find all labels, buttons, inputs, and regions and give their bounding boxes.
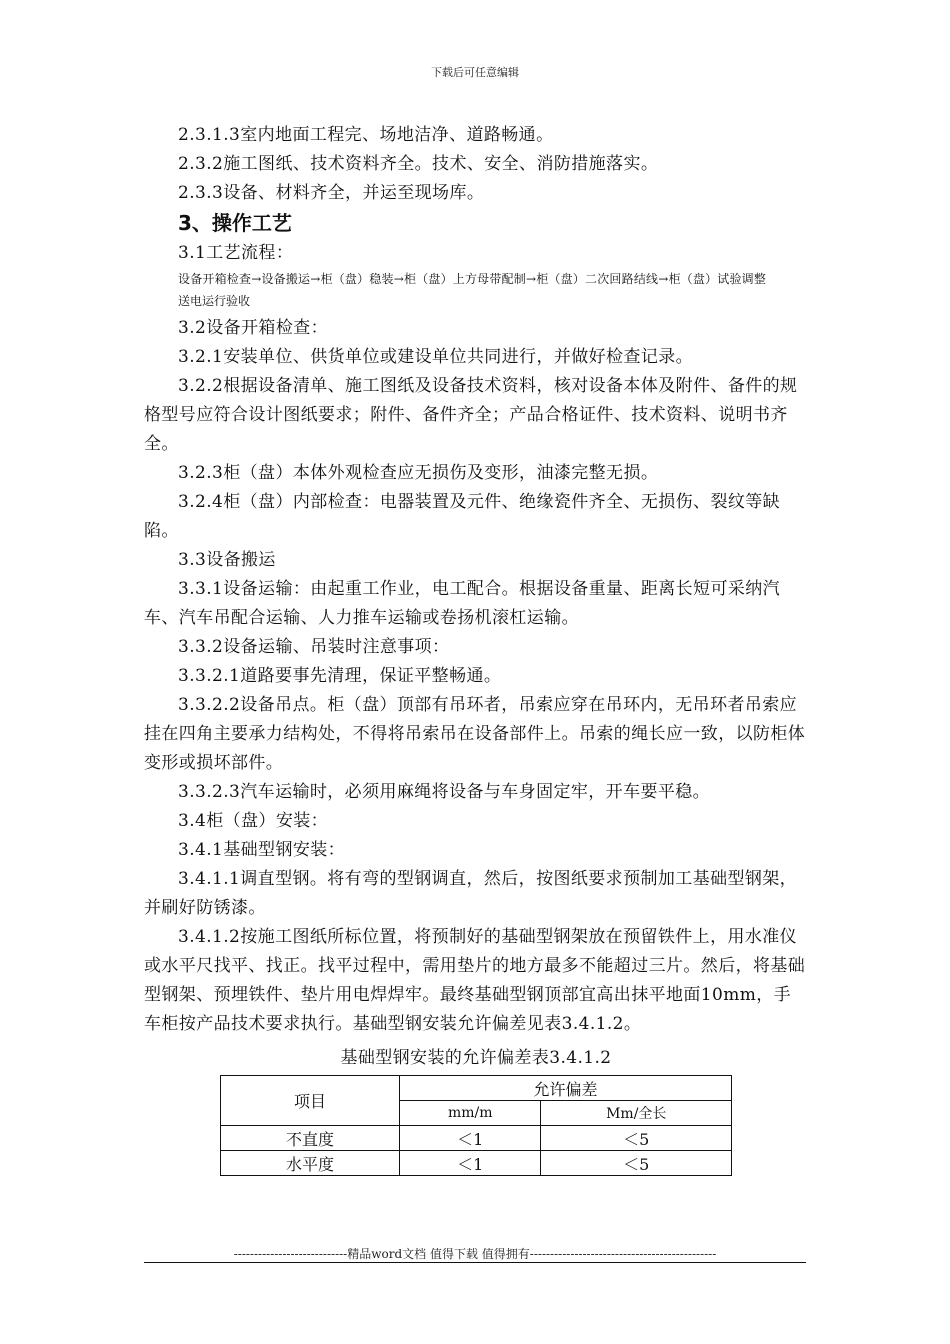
header-mm-full-length: Mm/全长 (541, 1101, 732, 1126)
paragraph: 3.4.1基础型钢安装： (178, 840, 346, 860)
paragraph: 3.3.1设备运输：由起重工作业，电工配合。根据设备重量、距离长短可采纳汽车、汽车吊配合运输、人力推车运输或卷扬机滚杠运输。 (144, 579, 781, 628)
row-item: 不直度 (221, 1126, 400, 1151)
paragraph: 3.2.3柜（盘）本体外观检查应无损伤及变形，油漆完整无损。 (178, 463, 659, 483)
row-value-a: ＜1 (400, 1151, 541, 1176)
section-heading: 3、操作工艺 (178, 211, 292, 235)
header-item: 项目 (221, 1076, 400, 1126)
tolerance-table (220, 1075, 732, 1176)
paragraph: 3.3设备搬运 (178, 550, 276, 570)
paragraph: 3.3.2.1道路要事先清理，保证平整畅通。 (178, 666, 502, 686)
table-row (221, 1126, 732, 1151)
header-group: 允许偏差 (400, 1076, 732, 1101)
table-caption: 基础型钢安装的允许偏差表3.4.1.2 (340, 1048, 612, 1068)
table-header-row (221, 1076, 732, 1101)
document-body (144, 121, 808, 1176)
paragraph: 3.2.2根据设备清单、施工图纸及设备技术资料，核对设备本体及附件、备件的规格型号应符合设计图纸要求；附件、备件齐全；产品合格证件、技术资料、说明书齐全。 (144, 376, 798, 454)
paragraph: 2.3.3设备、材料齐全，并运至现场库。 (178, 183, 485, 203)
row-value-b: ＜5 (541, 1151, 732, 1176)
paragraph: 3.3.2.3汽车运输时，必须用麻绳将设备与车身固定牢，开车要平稳。 (178, 782, 711, 802)
row-value-b: ＜5 (541, 1126, 732, 1151)
footer-divider (144, 1262, 806, 1263)
table-row (221, 1151, 732, 1176)
process-flow: 设备开箱检查→设备搬运→柜（盘）稳装→柜（盘）上方母带配制→柜（盘）二次回路结线→柜（盘）试验调整 (178, 272, 767, 286)
row-item: 水平度 (221, 1151, 400, 1176)
paragraph: 2.3.1.3室内地面工程完、场地洁净、道路畅通。 (178, 125, 554, 145)
paragraph: 3.3.2设备运输、吊装时注意事项： (178, 637, 450, 657)
page-footer: ----------------------------精品word文档 值得下载 值得拥有---------------------------------------------- (233, 1247, 717, 1261)
paragraph: 3.4柜（盘）安装： (178, 811, 329, 831)
paragraph: 3.2.1安装单位、供货单位或建设单位共同进行，并做好检查记录。 (178, 347, 694, 367)
row-value-a: ＜1 (400, 1126, 541, 1151)
paragraph: 3.3.2.2设备吊点。柜（盘）顶部有吊环者，吊索应穿在吊环内，无吊环者吊索应挂在四角主要承力结构处，不得将吊索吊在设备部件上。吊索的绳长应一致，以防柜体变形或损坏部件。 (144, 695, 806, 773)
paragraph: 3.1工艺流程： (178, 243, 294, 263)
paragraph: 3.2.4柜（盘）内部检查：电器装置及元件、绝缘瓷件齐全、无损伤、裂纹等缺陷。 (144, 492, 781, 541)
paragraph: 3.2设备开箱检查： (178, 318, 329, 338)
process-flow-end: 送电运行验收 (178, 294, 251, 308)
header-mm-per-m: mm/m (400, 1101, 541, 1126)
paragraph: 3.4.1.1调直型钢。将有弯的型钢调直，然后，按图纸要求预制加工基础型钢架，并刷好防锈漆。 (144, 869, 798, 918)
page-header: 下载后可任意编辑 (431, 66, 519, 79)
paragraph: 2.3.2施工图纸、技术资料齐全。技术、安全、消防措施落实。 (178, 154, 659, 174)
paragraph: 3.4.1.2按施工图纸所标位置，将预制好的基础型钢架放在预留铁件上，用水准仪或水平尺找平、找正。找平过程中，需用垫片的地方最多不能超过三片。然后，将基础型钢架、预埋铁件、垫片用电焊焊牢。最终基础型钢顶部宜高出抹平地面10mm，手车柜按产品技术要求执行。基础型钢安装允许偏差见表3.4.1.2。 (144, 927, 806, 1034)
